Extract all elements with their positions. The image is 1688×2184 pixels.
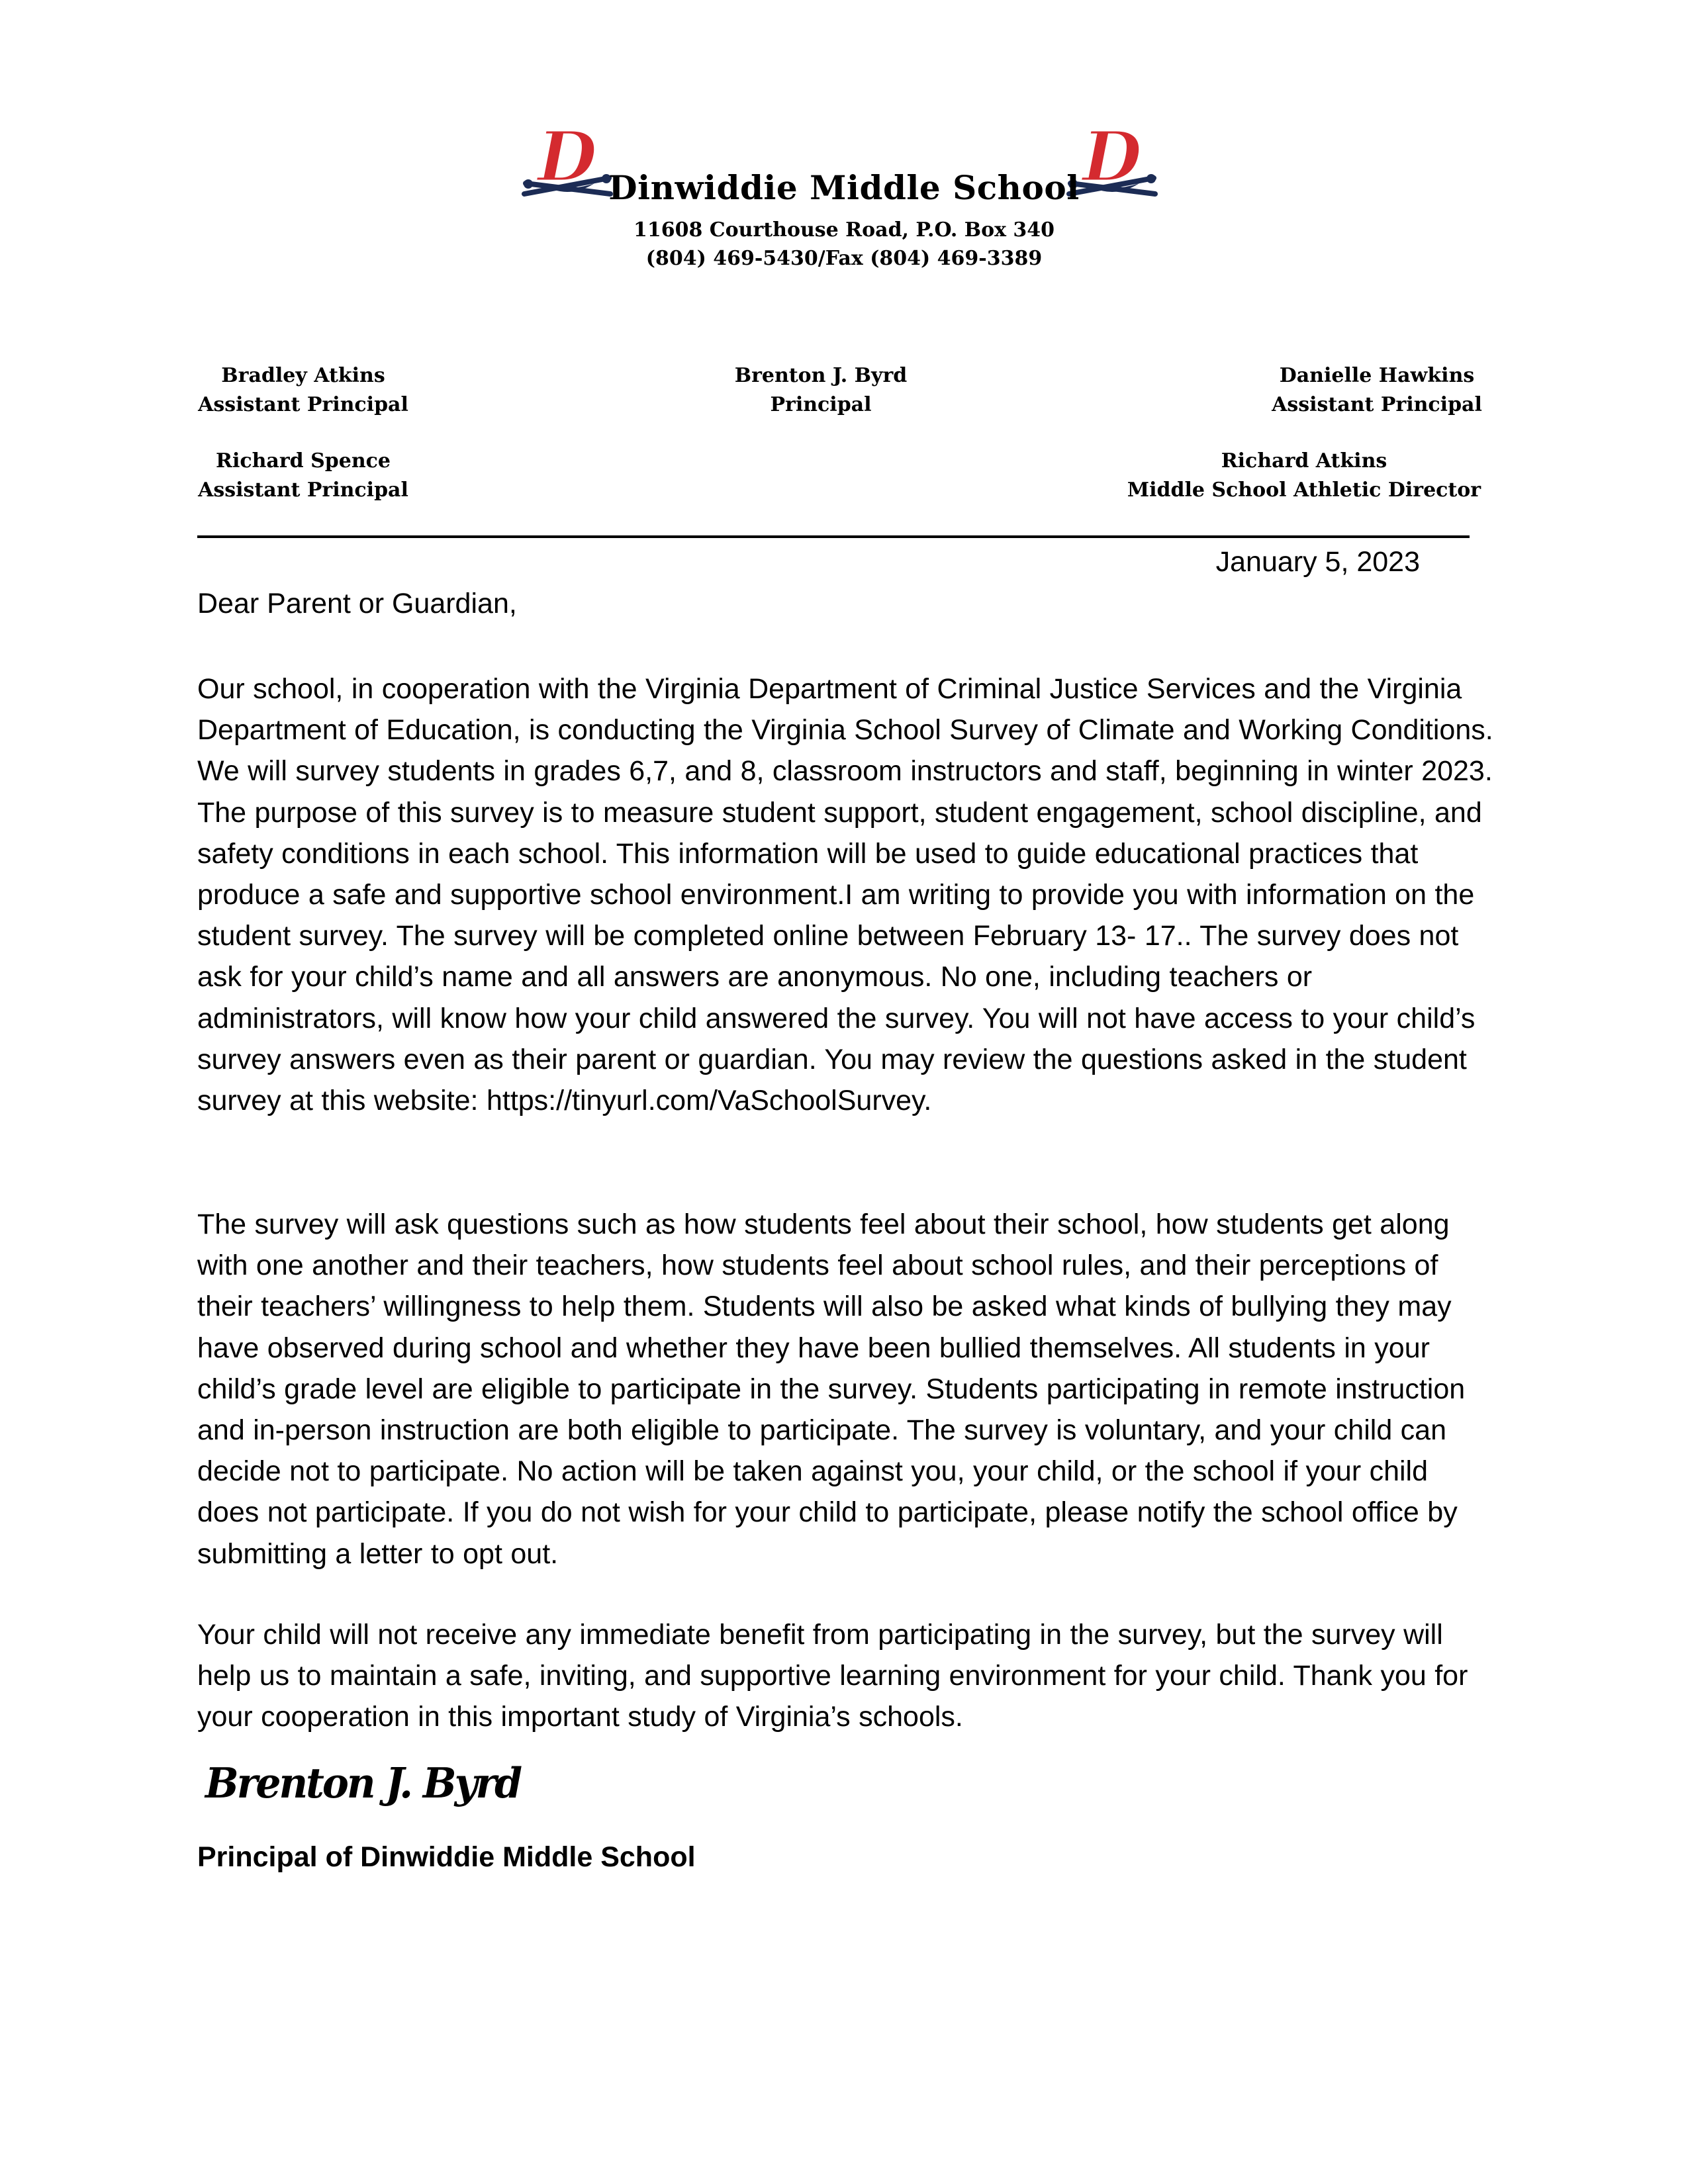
salutation: Dear Parent or Guardian, (197, 588, 517, 619)
staff-name: Richard Atkins (1221, 449, 1387, 473)
staff-name: Danielle Hawkins (1279, 364, 1475, 387)
paragraph-intro: Our school, in cooperation with the Virginia Department of Criminal Justice Services and the Virginia Department of Education, is conducting the Virginia School Survey of Climate and Working Conditions. We will survey students in grades 6,7, and 8, classroom instructors and staff, beginning in winter 2023. The purpose of this survey is to measure student support, student engagement, school discipline, and safety conditions in each school. This information will be used to guide educational practices that produce a safe and supportive school environment.I am writing to provide you with information on the student survey. The survey will be completed online between February 13- 17.. The survey does not ask for your child’s name and all answers are anonymous. No one, including teachers or administrators, will know how your child answered the survey. You will not have access to your child’s survey answers even as their parent or guardian. You may review the questions asked in the student survey at this website: https://tinyurl.com/VaSchoolSurvey. (197, 673, 1493, 1117)
logo-letter: D (537, 116, 598, 197)
header-divider (197, 535, 1470, 538)
paragraph-survey-details: The survey will ask questions such as how students feel about their school, how students get along with one another and their teachers, how students feel about school rules, and their perceptions of their teachers’ willingness to help them. Students will also be asked what kinds of bullying they may have observed during school and whether they have been bullied themselves. All students in your child’s grade level are eligible to participate in the survey. Students participating in remote instruction and in-person instruction are both eligible to participate. The survey is voluntary, and your child can decide not to participate. No action will be taken against you, your child, or the school if your child does not participate. If you do not wish for your child to participate, please notify the school office by submitting a letter to opt out. (197, 1208, 1466, 1570)
staff-entry (1119, 447, 1489, 505)
school-phone-fax: (804) 469-5430/Fax (804) 469-3389 (645, 247, 1043, 270)
staff-name: Bradley Atkins (221, 364, 385, 387)
logo-letter: D (1082, 116, 1143, 197)
staff-title: Assistant Principal (1272, 393, 1482, 416)
staff-title: Assistant Principal (198, 478, 408, 502)
staff-title: Middle School Athletic Director (1127, 478, 1481, 502)
staff-title: Principal (770, 393, 872, 416)
staff-entry (662, 361, 980, 420)
signature: Brenton J. Byrd (205, 1759, 521, 1808)
letter-date: January 5, 2023 (1215, 546, 1420, 578)
paragraph-closing: Your child will not receive any immediate benefit from participating in the survey, but the survey will help us to maintain a safe, inviting, and supportive learning environment for your child. Thank you for your cooperation in this important study of Virginia’s schools. (197, 1619, 1468, 1733)
staff-title: Assistant Principal (198, 393, 408, 416)
school-address: 11608 Courthouse Road, P.O. Box 340 (633, 218, 1055, 242)
school-name: Dinwiddie Middle School (608, 168, 1080, 207)
staff-entry (1258, 361, 1496, 420)
signer-title: Principal of Dinwiddie Middle School (197, 1841, 696, 1873)
staff-name: Richard Spence (216, 449, 391, 473)
staff-entry (197, 361, 409, 420)
staff-entry (197, 447, 409, 505)
staff-name: Brenton J. Byrd (734, 364, 908, 387)
